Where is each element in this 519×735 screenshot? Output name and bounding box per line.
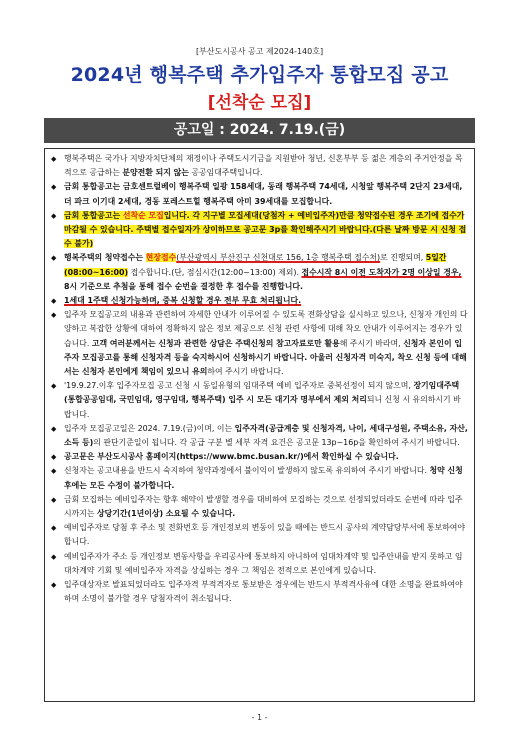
diamond-bullet-icon: ◆: [51, 552, 57, 561]
list-item: ◆ 금회 통합공고는 선착순 모집입니다. 각 지구별 모집세대(당첨자 + 예비입주자)만큼 청약접수된 경우 조기에 접수가 마감될 수 있습니다. 주택별 접수일자가 상이하므로 공고문 3p를 확인해주시기 바랍니다.(다른 날짜 방문 시 신청 접수 불가): [51, 210, 467, 249]
list-item: ◆ 행복주택은 국가나 지방자치단체의 재정이나 주택도시기금을 지원받아 청년, 신혼부부 등 젊은 계층의 주거안정을 목적으로 공급하는 분양전환 되지 않는 공공임대주택입니다.: [51, 154, 463, 178]
diamond-bullet-icon: ◆: [51, 155, 57, 163]
list-item: ◆ 예비입주자로 당첨 후 주소 및 전화번호 등 개인정보의 변동이 있을 때에는 반드시 공사의 계약담당부서에 통보하여야 합니다.: [51, 523, 465, 547]
list-item: ◆ 예비입주자가 주소 등 개인정보 변동사항을 우리공사에 통보하지 아니하여 임대차계약 및 입주안내를 받지 못하고 임대차계약 기회 및 예비입주자 자격을 상실하는 경우 그 책임은 전적으로 본인에게 있습니다.: [51, 551, 463, 575]
list-item: ◆ 행복주택의 청약접수는 현장접수(부산광역시 부산진구 신천대로 156, 1층 행복주택 접수처)로 진행되며, 5일간(08:00~16:00) 접수합니다.(단, 점심시간(12:00~13:00) 제외). 접수시작 8시 이전 도착자가 2명 이상일 경우, 8시 기준으로 추첨을 통해 접수 순번을 결정한 후 접수를 진행합니다.: [51, 253, 462, 291]
list-item: ◆ '19.9.27.이후 입주자모집 공고 신청 시 동일유형의 임대주택 예비 입주자로 중복선정이 되지 않으며, 장기임대주택(통합공공임대, 국민임대, 영구임대, 행복주택) 입주 시 모든 대기자 명부에서 제외 처리되니 신청 시 유의하시기 바랍니다.: [51, 381, 461, 419]
list-item: ◆ 금회 통합공고는 금호센트럴베이 행복주택 일광 158세대, 동래 행복주택 74세대, 시청앞 행복주택 2단지 23세대, 더 파크 이기대 2세대, 경동 포레스트힐 행복주택 아미 39세대를 모집합니다.: [51, 182, 463, 206]
diamond-bullet-icon: ◆: [51, 297, 57, 306]
notice-box: [44, 148, 475, 702]
list-item: ◆ 공고문은 부산도시공사 홈페이지(https://www.bmc.busan.kr/)에서 확인하실 수 있습니다.: [51, 450, 468, 464]
page-subtitle: [선착순 모집]: [207, 93, 312, 113]
page-number: - 1 -: [251, 713, 268, 722]
diamond-bullet-icon: ◆: [51, 211, 57, 220]
diamond-bullet-icon: ◆: [51, 453, 57, 462]
diamond-bullet-icon: ◆: [51, 524, 57, 533]
diamond-bullet-icon: ◆: [51, 382, 57, 391]
list-item: ◆ 1세대 1주택 신청가능하며, 중복 신청할 경우 전부 무효 처리됩니다.: [51, 294, 468, 308]
page-title: 2024년 행복주택 추가입주자 통합모집 공고: [70, 64, 449, 86]
diamond-bullet-icon: ◆: [51, 581, 57, 590]
diamond-bullet-icon: ◆: [51, 311, 57, 320]
list-item: ◆ 금회 모집하는 예비입주자는 향후 해약이 발생할 경우를 대비하여 모집하는 것으로 선정되었더라도 순번에 따라 입주 시까지는 상당기간(1년이상) 소요될 수 있습니다.: [51, 494, 463, 519]
diamond-bullet-icon: ◆: [51, 254, 57, 263]
diamond-bullet-icon: ◆: [51, 424, 57, 433]
list-item: ◆ 입주자 모집공고의 내용과 관련하여 자세한 안내가 이루어질 수 있도록 전화상담을 실시하고 있으나, 신청자 개인의 다양하고 복잡한 상황에 대하여 정확하지 않은 정보 제공으로 신청 관련 사항에 대해 착오 안내가 이루어지는 경우가 있습니다. 고객 여러분께서는 신청과 관련한 상담은 주택신청의 참고자료로만 활용해 주시기 바라며, 신청자 본인이 입주자 모집공고를 통해 신청자격 등을 숙지하시어 신청하시기 바랍니다. 아울러 신청자격 미숙지, 착오 신청 등에 대해서는 신청자 본인에게 책임이 있으니 유의하여 주시기 바랍니다.: [51, 310, 468, 377]
announcement-date-bar: 공고일 : 2024. 7.19.(금): [44, 118, 475, 143]
list-item: ◆ 입주자 모집공고일은 2024. 7.19.(금)이며, 이는 입주자격(공급계층 및 신청자격, 나이, 세대구성원, 주택소유, 자산, 소득 등)의 판단기준일이 됩니다. 각 공급 구분 별 세부 자격 요건은 공고문 13p~16p을 확인하여 주시기 바랍니다.: [51, 423, 468, 448]
notice-number: [부산도시공사 공고 제2024-140호]: [195, 47, 324, 56]
list-item: ◆ 입주대상자로 발표되었더라도 입주자격 부적격자로 통보받은 경우에는 반드시 부적격사유에 대한 소명을 완료하여야하며 소명이 불가할 경우 당첨자격이 취소됩니다.: [51, 580, 463, 604]
list-item: ◆ 신청자는 공고내용을 반드시 숙지하여 청약과정에서 불이익이 발생하지 않도록 유의하여 주시기 바랍니다. 청약 신청 후에는 모든 수정이 불가합니다.: [51, 466, 463, 490]
diamond-bullet-icon: ◆: [51, 495, 57, 504]
notice-list: [45, 149, 474, 607]
diamond-bullet-icon: ◆: [51, 467, 57, 476]
diamond-bullet-icon: ◆: [51, 183, 57, 192]
